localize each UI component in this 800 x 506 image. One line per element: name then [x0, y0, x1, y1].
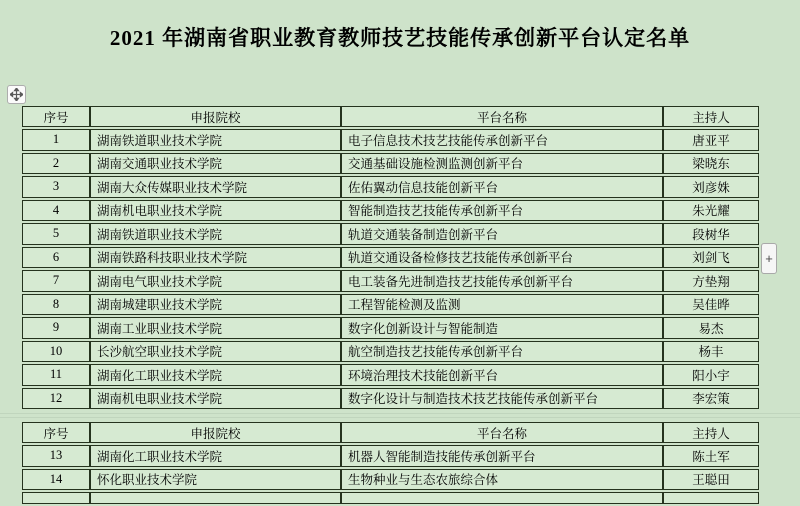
table-cell[interactable]: 杨丰 — [663, 341, 759, 363]
table-cell[interactable]: 湖南铁道职业技术学院 — [90, 129, 341, 151]
table-cell[interactable]: 湖南大众传媒职业技术学院 — [90, 176, 341, 198]
table-cell[interactable]: 13 — [22, 445, 90, 467]
table-cell[interactable]: 轨道交通装备制造创新平台 — [341, 223, 663, 245]
table-cell[interactable]: 12 — [22, 388, 90, 410]
table-row — [22, 223, 759, 245]
table-cell[interactable]: 湖南城建职业技术学院 — [90, 294, 341, 316]
table-cell[interactable]: 轨道交通设备检修技艺技能传承创新平台 — [341, 247, 663, 269]
table-row — [22, 388, 759, 410]
table-cell[interactable]: 5 — [22, 223, 90, 245]
table-cell[interactable]: 湖南工业职业技术学院 — [90, 317, 341, 339]
table-cell[interactable]: 电子信息技术技艺技能传承创新平台 — [341, 129, 663, 151]
column-header[interactable]: 申报院校 — [90, 422, 341, 443]
table-cell[interactable]: 14 — [22, 469, 90, 491]
table-cell[interactable]: 吴佳晔 — [663, 294, 759, 316]
table-cell[interactable] — [663, 492, 759, 504]
table-cell[interactable]: 刘彦姝 — [663, 176, 759, 198]
column-header[interactable]: 序号 — [22, 422, 90, 443]
table-cell[interactable]: 佐佑翼动信息技能创新平台 — [341, 176, 663, 198]
table-cell[interactable]: 段树华 — [663, 223, 759, 245]
table-cell[interactable]: 湖南交通职业技术学院 — [90, 153, 341, 175]
table-cell[interactable]: 湖南化工职业技术学院 — [90, 364, 341, 386]
table-cell[interactable]: 机器人智能制造技能传承创新平台 — [341, 445, 663, 467]
plus-button[interactable]: + — [761, 243, 777, 274]
table-cell[interactable]: 数字化设计与制造技术技艺技能传承创新平台 — [341, 388, 663, 410]
table-cell[interactable]: 阳小宇 — [663, 364, 759, 386]
table-row — [22, 469, 759, 491]
column-header[interactable]: 主持人 — [663, 422, 759, 443]
table-cell[interactable]: 王聪田 — [663, 469, 759, 491]
table-cell[interactable]: 湖南电气职业技术学院 — [90, 270, 341, 292]
table-cell[interactable]: 3 — [22, 176, 90, 198]
table-row — [22, 153, 759, 175]
table-row — [22, 200, 759, 222]
table-gap-guide — [0, 417, 800, 418]
table-row — [22, 317, 759, 339]
table-cell[interactable]: 航空制造技艺技能传承创新平台 — [341, 341, 663, 363]
table-move-handle[interactable] — [7, 85, 26, 104]
recognition-table-1 — [22, 104, 759, 411]
table-cell[interactable]: 湖南化工职业技术学院 — [90, 445, 341, 467]
table-cell[interactable]: 数字化创新设计与智能制造 — [341, 317, 663, 339]
table-cell[interactable]: 湖南铁道职业技术学院 — [90, 223, 341, 245]
table-cell[interactable]: 1 — [22, 129, 90, 151]
table-row — [22, 341, 759, 363]
table-cell[interactable]: 环境治理技术技能创新平台 — [341, 364, 663, 386]
table-cell[interactable]: 智能制造技艺技能传承创新平台 — [341, 200, 663, 222]
table-row — [22, 176, 759, 198]
table-cell[interactable]: 8 — [22, 294, 90, 316]
table-row — [22, 129, 759, 151]
table-cell[interactable] — [341, 492, 663, 504]
partial-table-row — [22, 492, 759, 504]
table-cell[interactable]: 4 — [22, 200, 90, 222]
table-cell[interactable]: 怀化职业技术学院 — [90, 469, 341, 491]
header-row — [22, 106, 759, 127]
table-cell[interactable]: 朱光耀 — [663, 200, 759, 222]
table-cell[interactable]: 长沙航空职业技术学院 — [90, 341, 341, 363]
header-row — [22, 422, 759, 443]
recognition-table-2 — [22, 420, 759, 506]
column-header[interactable]: 主持人 — [663, 106, 759, 127]
table-cell[interactable]: 湖南机电职业技术学院 — [90, 388, 341, 410]
table-cell[interactable]: 湖南机电职业技术学院 — [90, 200, 341, 222]
table-cell[interactable]: 电工装备先进制造技艺技能传承创新平台 — [341, 270, 663, 292]
table-cell[interactable]: 湖南铁路科技职业技术学院 — [90, 247, 341, 269]
table-cell[interactable] — [90, 492, 341, 504]
table-gap-guide — [0, 413, 800, 414]
table-cell[interactable]: 11 — [22, 364, 90, 386]
table-row — [22, 270, 759, 292]
table-cell[interactable]: 10 — [22, 341, 90, 363]
table-cell[interactable]: 陈土军 — [663, 445, 759, 467]
table-cell[interactable]: 6 — [22, 247, 90, 269]
table-cell[interactable]: 方垫翔 — [663, 270, 759, 292]
table-row — [22, 247, 759, 269]
table-cell[interactable]: 刘剑飞 — [663, 247, 759, 269]
table-row — [22, 294, 759, 316]
table-cell[interactable]: 梁晓东 — [663, 153, 759, 175]
table-cell[interactable]: 交通基础设施检测监测创新平台 — [341, 153, 663, 175]
table-cell[interactable]: 9 — [22, 317, 90, 339]
column-header[interactable]: 序号 — [22, 106, 90, 127]
table-cell[interactable]: 生物种业与生态农旅综合体 — [341, 469, 663, 491]
table-cell[interactable]: 工程智能检测及监测 — [341, 294, 663, 316]
table-cell[interactable]: 唐亚平 — [663, 129, 759, 151]
document-title[interactable]: 2021 年湖南省职业教育教师技艺技能传承创新平台认定名单 — [109, 26, 691, 50]
column-header[interactable]: 申报院校 — [90, 106, 341, 127]
table-row — [22, 364, 759, 386]
table-cell[interactable]: 7 — [22, 270, 90, 292]
move-icon — [10, 88, 23, 101]
table-cell[interactable]: 李宏策 — [663, 388, 759, 410]
table-cell[interactable]: 2 — [22, 153, 90, 175]
column-header[interactable]: 平台名称 — [341, 106, 663, 127]
table-cell[interactable] — [22, 492, 90, 504]
table-row — [22, 445, 759, 467]
column-header[interactable]: 平台名称 — [341, 422, 663, 443]
table-cell[interactable]: 易杰 — [663, 317, 759, 339]
